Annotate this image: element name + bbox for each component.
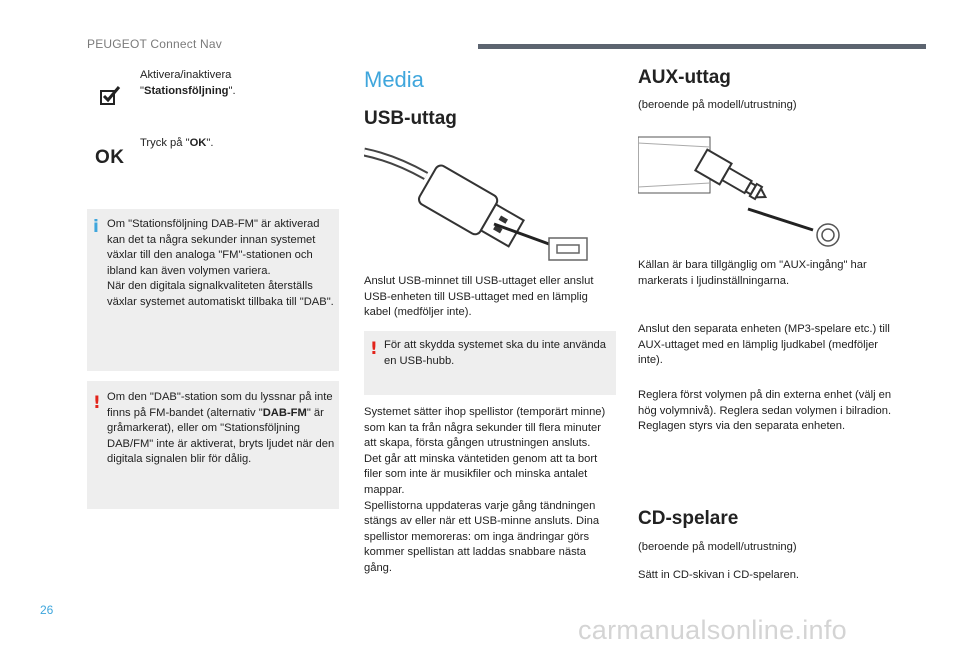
cd-text: Sätt in CD-skivan i CD-spelaren. xyxy=(638,569,800,581)
aux-text-3: Reglera först volymen på din externa enhet (välj en hög volymnivå). Reglera sedan volymen i bilradion. Reglagen styrs via den separata enheten. xyxy=(638,389,892,433)
warning-note xyxy=(87,381,339,509)
ok-instruction: Tryck på "OK". xyxy=(140,137,214,149)
header-bar xyxy=(478,44,926,49)
usb-text: Anslut USB-minnet till USB-uttaget eller anslut USB-enheten till USB-uttaget med en lämplig kabel (medföljer inte). xyxy=(364,275,594,319)
aux-text-1: Källan är bara tillgänglig om "AUX-ingång" har markerats i ljudinställningarna. xyxy=(638,259,867,287)
info-note xyxy=(87,209,339,371)
stationsfoljning-instruction: Aktivera/inaktivera "Stationsföljning". xyxy=(140,69,236,97)
info-note-text: Om "Stationsföljning DAB-FM" är aktiverad kan det ta några sekunder innan systemet växlar till den analoga "FM"-stationen och ibland kan även volymen variera. När den digitala signalkvaliteten återställs växlar systemet automatiskt tillbaka till "DAB". xyxy=(107,218,334,308)
page-number: 26 xyxy=(40,603,54,617)
aux-subtitle: (beroende på modell/utrustning) xyxy=(638,99,797,111)
running-header: PEUGEOT Connect Nav xyxy=(87,37,222,51)
cd-subtitle: (beroende på modell/utrustning) xyxy=(638,541,797,553)
usb-warning-text: För att skydda systemet ska du inte använda en USB-hubb. xyxy=(384,339,607,367)
warning-icon: ! xyxy=(370,339,378,359)
warning-icon: ! xyxy=(93,393,101,413)
checkbox-check-icon xyxy=(99,83,123,107)
usb-warning-note xyxy=(364,331,616,395)
section-title: Media xyxy=(364,67,424,92)
info-icon: i xyxy=(93,217,99,237)
watermark: carmanualsonline.info xyxy=(578,615,847,645)
cd-heading: CD-spelare xyxy=(638,508,739,529)
usb-illustration xyxy=(364,146,589,264)
warning-note-text: Om den "DAB"-station som du lyssnar på inte finns på FM-bandet (alternativ "DAB-FM" är gråmarkerat), eller om "Stationsföljning DAB/FM" inte är aktiverat, bryts ljudet när den digitala signalen blir för dålig. xyxy=(107,391,335,466)
ok-icon: OK xyxy=(95,147,125,168)
aux-text-2: Anslut den separata enheten (MP3-spelare etc.) till AUX-uttaget med en lämplig ljudkabel (medföljer inte). xyxy=(638,323,890,367)
aux-heading: AUX-uttag xyxy=(638,67,731,88)
usb-heading: USB-uttag xyxy=(364,108,457,129)
aux-illustration xyxy=(638,133,843,248)
playlist-text: Systemet sätter ihop spellistor (temporärt minne) som kan ta från några sekunder till flera minuter att skapa, första gången utrustningen ansluts. Det går att minska väntetiden genom att ta bort filer som inte är musikfiler och minska antalet mappar. Spellistorna uppdateras varje gång tändningen stängs av eller när ett USB-minne ansluts. Dina spellistor memoreras: om inga ändringar görs kommer spellistan att laddas snabbare nästa gång. xyxy=(364,406,606,574)
